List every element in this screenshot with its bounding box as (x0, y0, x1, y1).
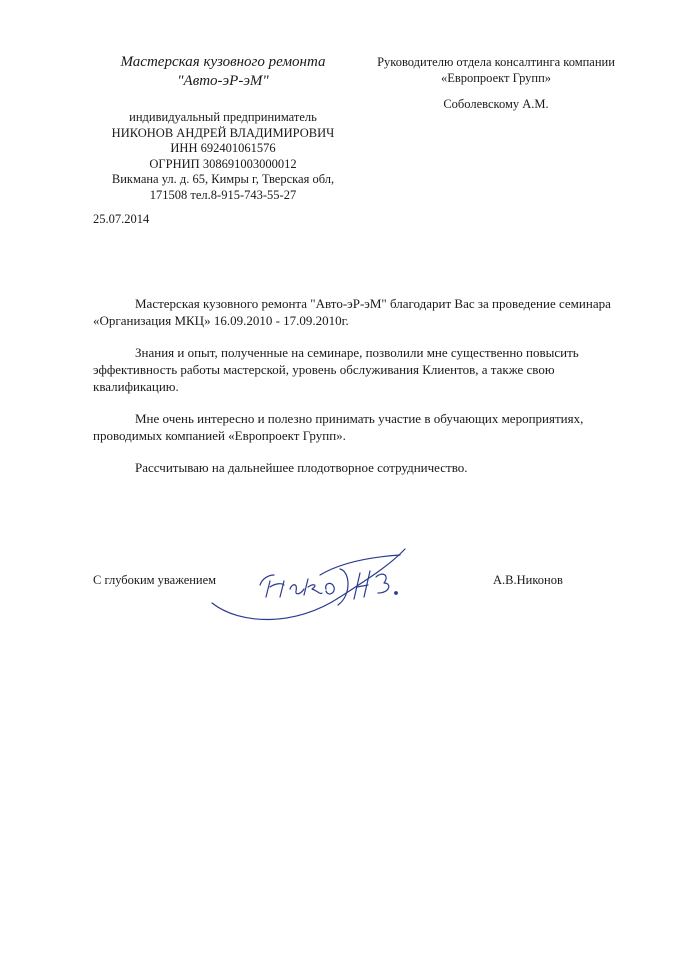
recipient-name: Соболевскому А.М. (443, 97, 549, 111)
recipient-title (368, 55, 624, 86)
body-paragraph-4: Рассчитываю на дальнейшее плодотворное сотрудничество. (135, 460, 468, 475)
sender-requisites (92, 110, 354, 203)
sender-ogrnip: ОГРНИП 308691003000012 (149, 156, 297, 171)
body-paragraph-1: Мастерская кузовного ремонта "Авто-эР-эМ" благодарит Вас за проведение семинара «Организация МКЦ» 16.09.2010 - 17.09.2010г. (93, 296, 611, 328)
letter-date: 25.07.2014 (93, 212, 150, 226)
sender-full-name: НИКОНОВ АНДРЕЙ ВЛАДИМИРОВИЧ (111, 125, 335, 140)
sender-address: Викмана ул. д. 65, Кимры г, Тверская обл, (111, 172, 335, 186)
sender-inn: ИНН 692401061576 (170, 141, 276, 155)
body-paragraph-3: Мне очень интересно и полезно принимать участие в обучающих мероприятиях, проводимых компанией «Европроект Групп». (93, 411, 584, 443)
sender-org-line1: Мастерская кузовного ремонта (120, 54, 326, 70)
sender-postal-phone: 171508 тел.8-915-743-55-27 (149, 187, 297, 202)
body-paragraph-2: Знания и опыт, полученные на семинаре, позволили мне существенно повысить эффективность работы мастерской, уровень обслуживания Клиентов, а также свою квалификацию. (93, 345, 579, 394)
recipient-position: Руководителю отдела консалтинга компании (377, 55, 615, 69)
sender-status: индивидуальный предприниматель (129, 110, 317, 124)
sender-org-name (92, 53, 354, 91)
closing-phrase: С глубоким уважением (93, 573, 217, 587)
handwritten-signature (200, 535, 440, 635)
signer-name: А.В.Никонов (493, 573, 563, 587)
recipient-company: «Европроект Групп» (440, 70, 552, 85)
letter-body (93, 295, 628, 491)
sender-org-line2: "Авто-эР-эМ" (177, 73, 269, 89)
